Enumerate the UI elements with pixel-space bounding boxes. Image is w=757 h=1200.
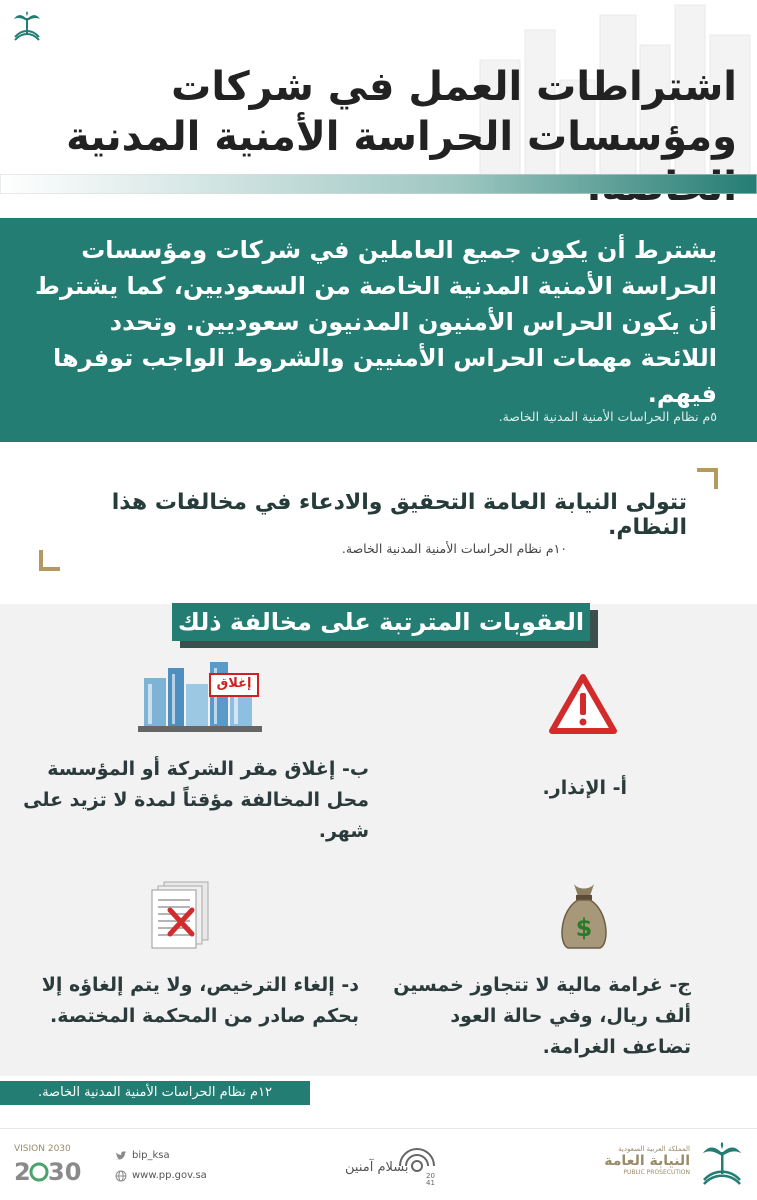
penalty-b-text: ب- إغلاق مقر الشركة أو المؤسسة محل المخالفة مؤقتاً لمدة لا تزيد على شهر. — [23, 758, 369, 842]
penalty-d-text: د- إلغاء الترخيص، ولا يتم إلغاؤه إلا بحكم صادر من المحكمة المختصة. — [41, 974, 359, 1027]
public-prosecution-logo-text — [590, 1145, 690, 1176]
amnin-label: بسلام آمنين — [345, 1160, 409, 1175]
footer-divider — [0, 1128, 757, 1129]
penalties-title: العقوبات المترتبة على مخالفة ذلك — [172, 603, 590, 641]
title-line-2: ومؤسسات الحراسة الأمنية المدنية — [66, 114, 737, 160]
svg-text:30: 30 — [48, 1158, 82, 1186]
org-country: المملكة العربية السعودية — [618, 1145, 690, 1153]
buildings-closure-icon — [138, 660, 262, 732]
penalty-c-text: ج- غرامة مالية لا تتجاوز خمسين ألف ريال، وفي حالة العود تضاعف الغرامة. — [393, 974, 691, 1058]
requirement-text: يشترط أن يكون جميع العاملين في شركات ومؤسسات الحراسة الأمنية المدنية الخاصة من السعوديين، كما يشترط أن يكون الحراس الأمنيون المدنيون سعوديين. وتحدد اللائحة مهمات الحراس الأمنيين والشروط الواجب توفرها فيهم. — [35, 236, 717, 408]
title-gradient-rule — [0, 174, 757, 194]
quote-bracket-top-right-icon — [695, 467, 719, 491]
penalty-a-text: أ- الإنذار. — [542, 777, 627, 799]
quote-bracket-bottom-left-icon — [38, 548, 62, 572]
palm-swords-emblem-icon — [12, 10, 42, 44]
website-link[interactable]: www.pp.gov.sa — [132, 1170, 207, 1181]
penalties-source: ١٢م نظام الحراسات الأمنية المدنية الخاصة. — [0, 1081, 310, 1105]
org-name-en: PUBLIC PROSECUTION — [623, 1169, 690, 1176]
svg-text:$: $ — [575, 914, 593, 942]
title-line-1: اشتراطات العمل في شركات — [171, 64, 737, 110]
org-name: النيابة العامة — [604, 1153, 690, 1169]
requirement-source: ٥م نظام الحراسات الأمنية المدنية الخاصة. — [498, 409, 717, 424]
twitter-handle-link[interactable]: bip_ksa — [132, 1150, 170, 1161]
prosecution-statement: تتولى النيابة العامة التحقيق والادعاء في مخالفات هذا النظام. — [111, 490, 687, 540]
closure-badge: إغلاق — [216, 676, 252, 691]
svg-text:2: 2 — [14, 1158, 31, 1186]
palm-swords-footer-emblem-icon — [700, 1140, 744, 1188]
twitter-icon — [115, 1150, 127, 1162]
svg-text:41: 41 — [426, 1179, 435, 1186]
vision-2030-logo-icon — [14, 1156, 84, 1186]
vision-label: VISION 2030 — [14, 1144, 71, 1154]
money-bag-icon — [556, 880, 612, 950]
prosecution-source: ١٠م نظام الحراسات الأمنية المدنية الخاصة. — [341, 541, 567, 556]
warning-triangle-icon — [548, 673, 618, 735]
svg-text:20: 20 — [426, 1172, 435, 1180]
globe-icon — [115, 1170, 127, 1182]
cancelled-document-icon — [150, 880, 212, 950]
